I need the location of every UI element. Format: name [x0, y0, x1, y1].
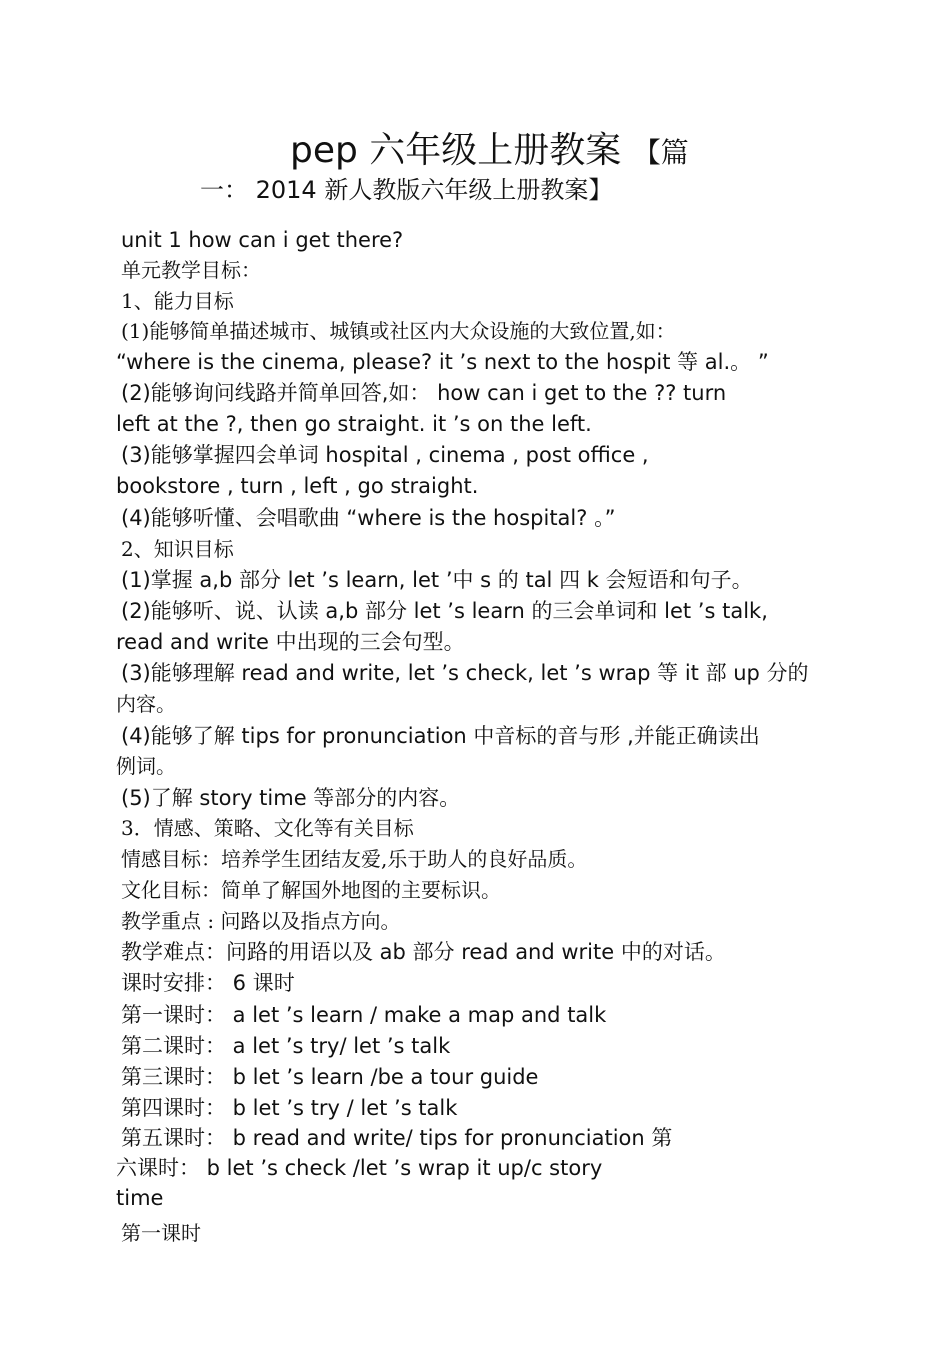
- unit-heading: unit 1 how can i get there?: [121, 228, 404, 252]
- text-line: (3)能够理解 read and write, let ’s check, let ’s wrap 等 it 部 up 分的: [121, 661, 809, 685]
- text-line: (2)能够听、说、认读 a,b 部分 let ’s learn 的三会单词和 let ’s talk,: [121, 599, 768, 623]
- lesson-line: 第五课时： b read and write/ tips for pronunciation 第: [121, 1126, 673, 1150]
- text-line: left at the ?, then go straight. it ’s on the left.: [116, 412, 592, 436]
- section-heading: 1、能力目标: [121, 289, 234, 313]
- title-main: pep 六年级上册教案: [290, 130, 622, 171]
- text-line: 内容。: [116, 692, 176, 716]
- text-line: 课时安排： 6 课时: [121, 971, 295, 995]
- title-bracket: 【篇: [632, 136, 689, 169]
- text-line: 文化目标：简单了解国外地图的主要标识。: [121, 878, 501, 902]
- text-line: (3)能够掌握四会单词 hospital , cinema , post office ,: [121, 443, 649, 467]
- text-line: (5)了解 story time 等部分的内容。: [121, 786, 461, 810]
- lesson-line: 第四课时： b let ’s try / let ’s talk: [121, 1096, 458, 1120]
- text-line: (1)掌握 a,b 部分 let ’s learn, let ’中 s 的 tal 四 k 会短语和句子。: [121, 568, 753, 592]
- text-line: 情感目标：培养学生团结友爱,乐于助人的良好品质。: [121, 847, 588, 871]
- lesson-line: 第二课时： a let ’s try/ let ’s talk: [121, 1034, 451, 1058]
- text-line: (1)能够简单描述城市、城镇或社区内大众设施的大致位置,如：: [121, 319, 676, 343]
- text-line: read and write 中出现的三会句型。: [116, 630, 465, 654]
- lesson-line: 六课时： b let ’s check /let ’s wrap it up/c story: [116, 1156, 603, 1180]
- text-line: 单元教学目标：: [121, 258, 261, 282]
- text-line: (2)能够询问线路并简单回答,如： how can i get to the ?? turn: [121, 381, 727, 405]
- section-heading: 2、知识目标: [121, 537, 234, 561]
- lesson-line: 第一课时： a let ’s learn / make a map and talk: [121, 1003, 607, 1027]
- text-line: bookstore , turn , left , go straight.: [116, 474, 479, 498]
- lesson-line: time: [116, 1186, 164, 1210]
- text-line: 教学重点 : 问路以及指点方向。: [121, 909, 401, 933]
- text-line: 教学难点：问路的用语以及 ab 部分 read and write 中的对话。: [121, 940, 726, 964]
- text-line: (4)能够了解 tips for pronunciation 中音标的音与形 ,并能正确读出: [121, 724, 760, 748]
- text-line: “where is the cinema, please? it ’s next to the hospit 等 al.。 ”: [116, 350, 769, 374]
- section-heading: 第一课时: [121, 1221, 201, 1245]
- lesson-line: 第三课时： b let ’s learn /be a tour guide: [121, 1065, 539, 1089]
- document-title: [290, 122, 689, 173]
- document-subtitle: 一： 2014 新人教版六年级上册教案】: [200, 176, 613, 204]
- text-line: 例词。: [116, 754, 176, 778]
- section-heading: 3．情感、策略、文化等有关目标: [121, 816, 414, 840]
- text-line: (4)能够听懂、会唱歌曲 “where is the hospital? 。”: [121, 506, 616, 530]
